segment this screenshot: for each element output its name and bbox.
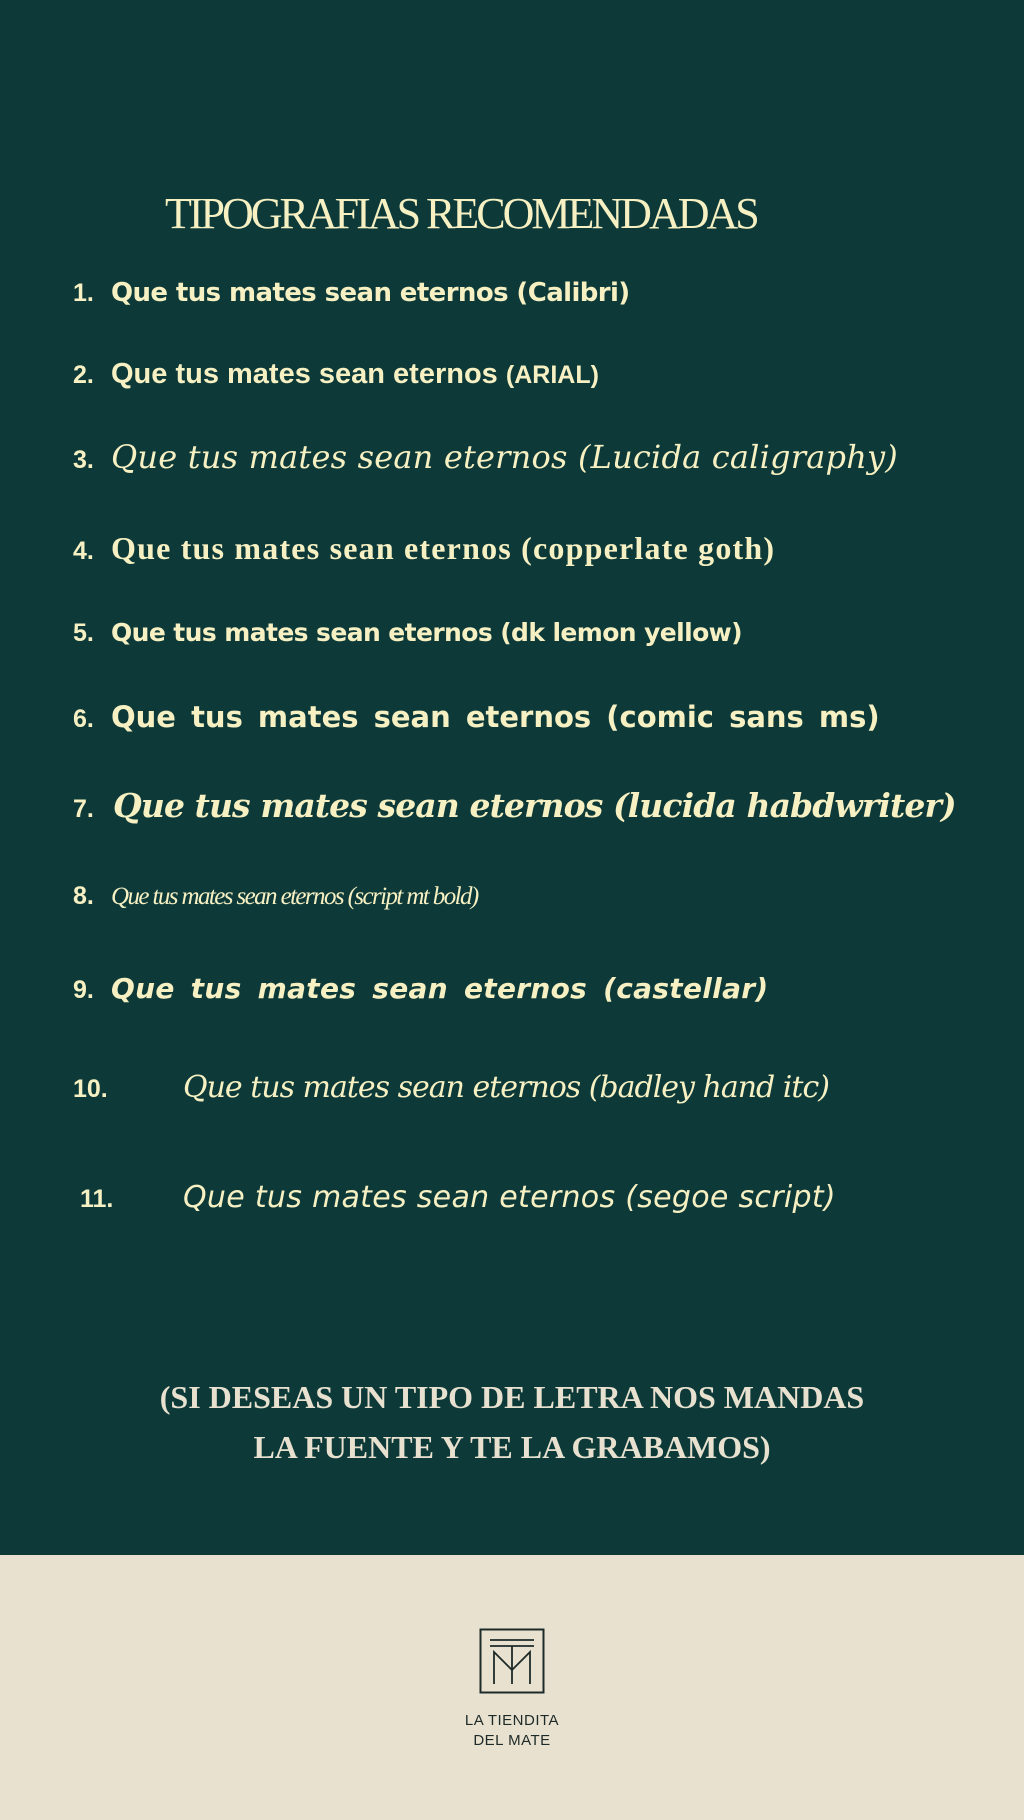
font-item-script-mt-bold (73, 882, 478, 911)
note-line-1: (SI DESEAS UN TIPO DE LETRA NOS MANDAS (159, 1379, 865, 1415)
item-number: 5. (73, 619, 94, 647)
tm-monogram-icon (479, 1628, 545, 1694)
font-sample: Que tus mates sean eternos (dk lemon yellow) (111, 618, 742, 647)
font-item-lucida-caligraphy (73, 438, 898, 476)
font-item-comic-sans-ms (73, 700, 880, 734)
item-number: 10. (73, 1075, 108, 1103)
font-sample: Que tus mates sean eternos (lucida habdwriter) (113, 786, 956, 825)
font-item-copperlate-goth (73, 530, 775, 567)
font-sample-text: Que tus mates sean eternos (111, 358, 498, 390)
font-sample: Que tus mates sean eternos (Lucida caligraphy) (111, 438, 898, 476)
brand-logo (0, 1628, 1024, 1751)
font-item-castellar (73, 972, 768, 1005)
item-number: 2. (73, 361, 94, 389)
custom-font-note (0, 1372, 1024, 1472)
page-title: TIPOGRAFIAS RECOMENDADAS (165, 189, 757, 238)
brand-name-line-2: DEL MATE (473, 1732, 551, 1749)
item-number: 3. (73, 446, 94, 474)
item-number: 1. (73, 279, 94, 307)
font-sample: Que tus mates sean eternos (badley hand itc) (183, 1070, 829, 1105)
item-number: 6. (73, 705, 94, 733)
font-sample-suffix: (ARIAL) (505, 361, 599, 389)
item-number: 4. (73, 537, 94, 565)
font-item-calibri (73, 278, 630, 308)
item-number: 8. (73, 882, 94, 910)
item-number: 11. (80, 1185, 114, 1213)
font-sample: Que tus mates sean eternos (Calibri) (111, 278, 630, 308)
font-sample: Que tus mates sean eternos (segoe script) (183, 1180, 836, 1215)
font-item-segoe-script (80, 1180, 836, 1215)
font-item-badley-hand-itc (73, 1070, 829, 1105)
item-number: 9. (73, 976, 94, 1004)
font-item-dk-lemon-yellow (73, 618, 742, 648)
brand-name (0, 1711, 1024, 1751)
note-line-2: LA FUENTE Y TE LA GRABAMOS) (253, 1429, 771, 1465)
font-sample: Que tus mates sean eternos (castellar) (111, 972, 769, 1005)
font-item-lucida-handwriter (73, 786, 956, 825)
font-sample: Que tus mates sean eternos (comic sans ms) (111, 700, 880, 734)
font-sample (111, 358, 599, 391)
font-item-arial (73, 358, 599, 391)
item-number: 7. (73, 795, 94, 823)
font-sample: Que tus mates sean eternos (script mt bold) (111, 883, 478, 910)
font-sample: Que tus mates sean eternos (copperlate goth) (111, 530, 776, 566)
brand-name-line-1: LA TIENDITA (464, 1712, 560, 1729)
